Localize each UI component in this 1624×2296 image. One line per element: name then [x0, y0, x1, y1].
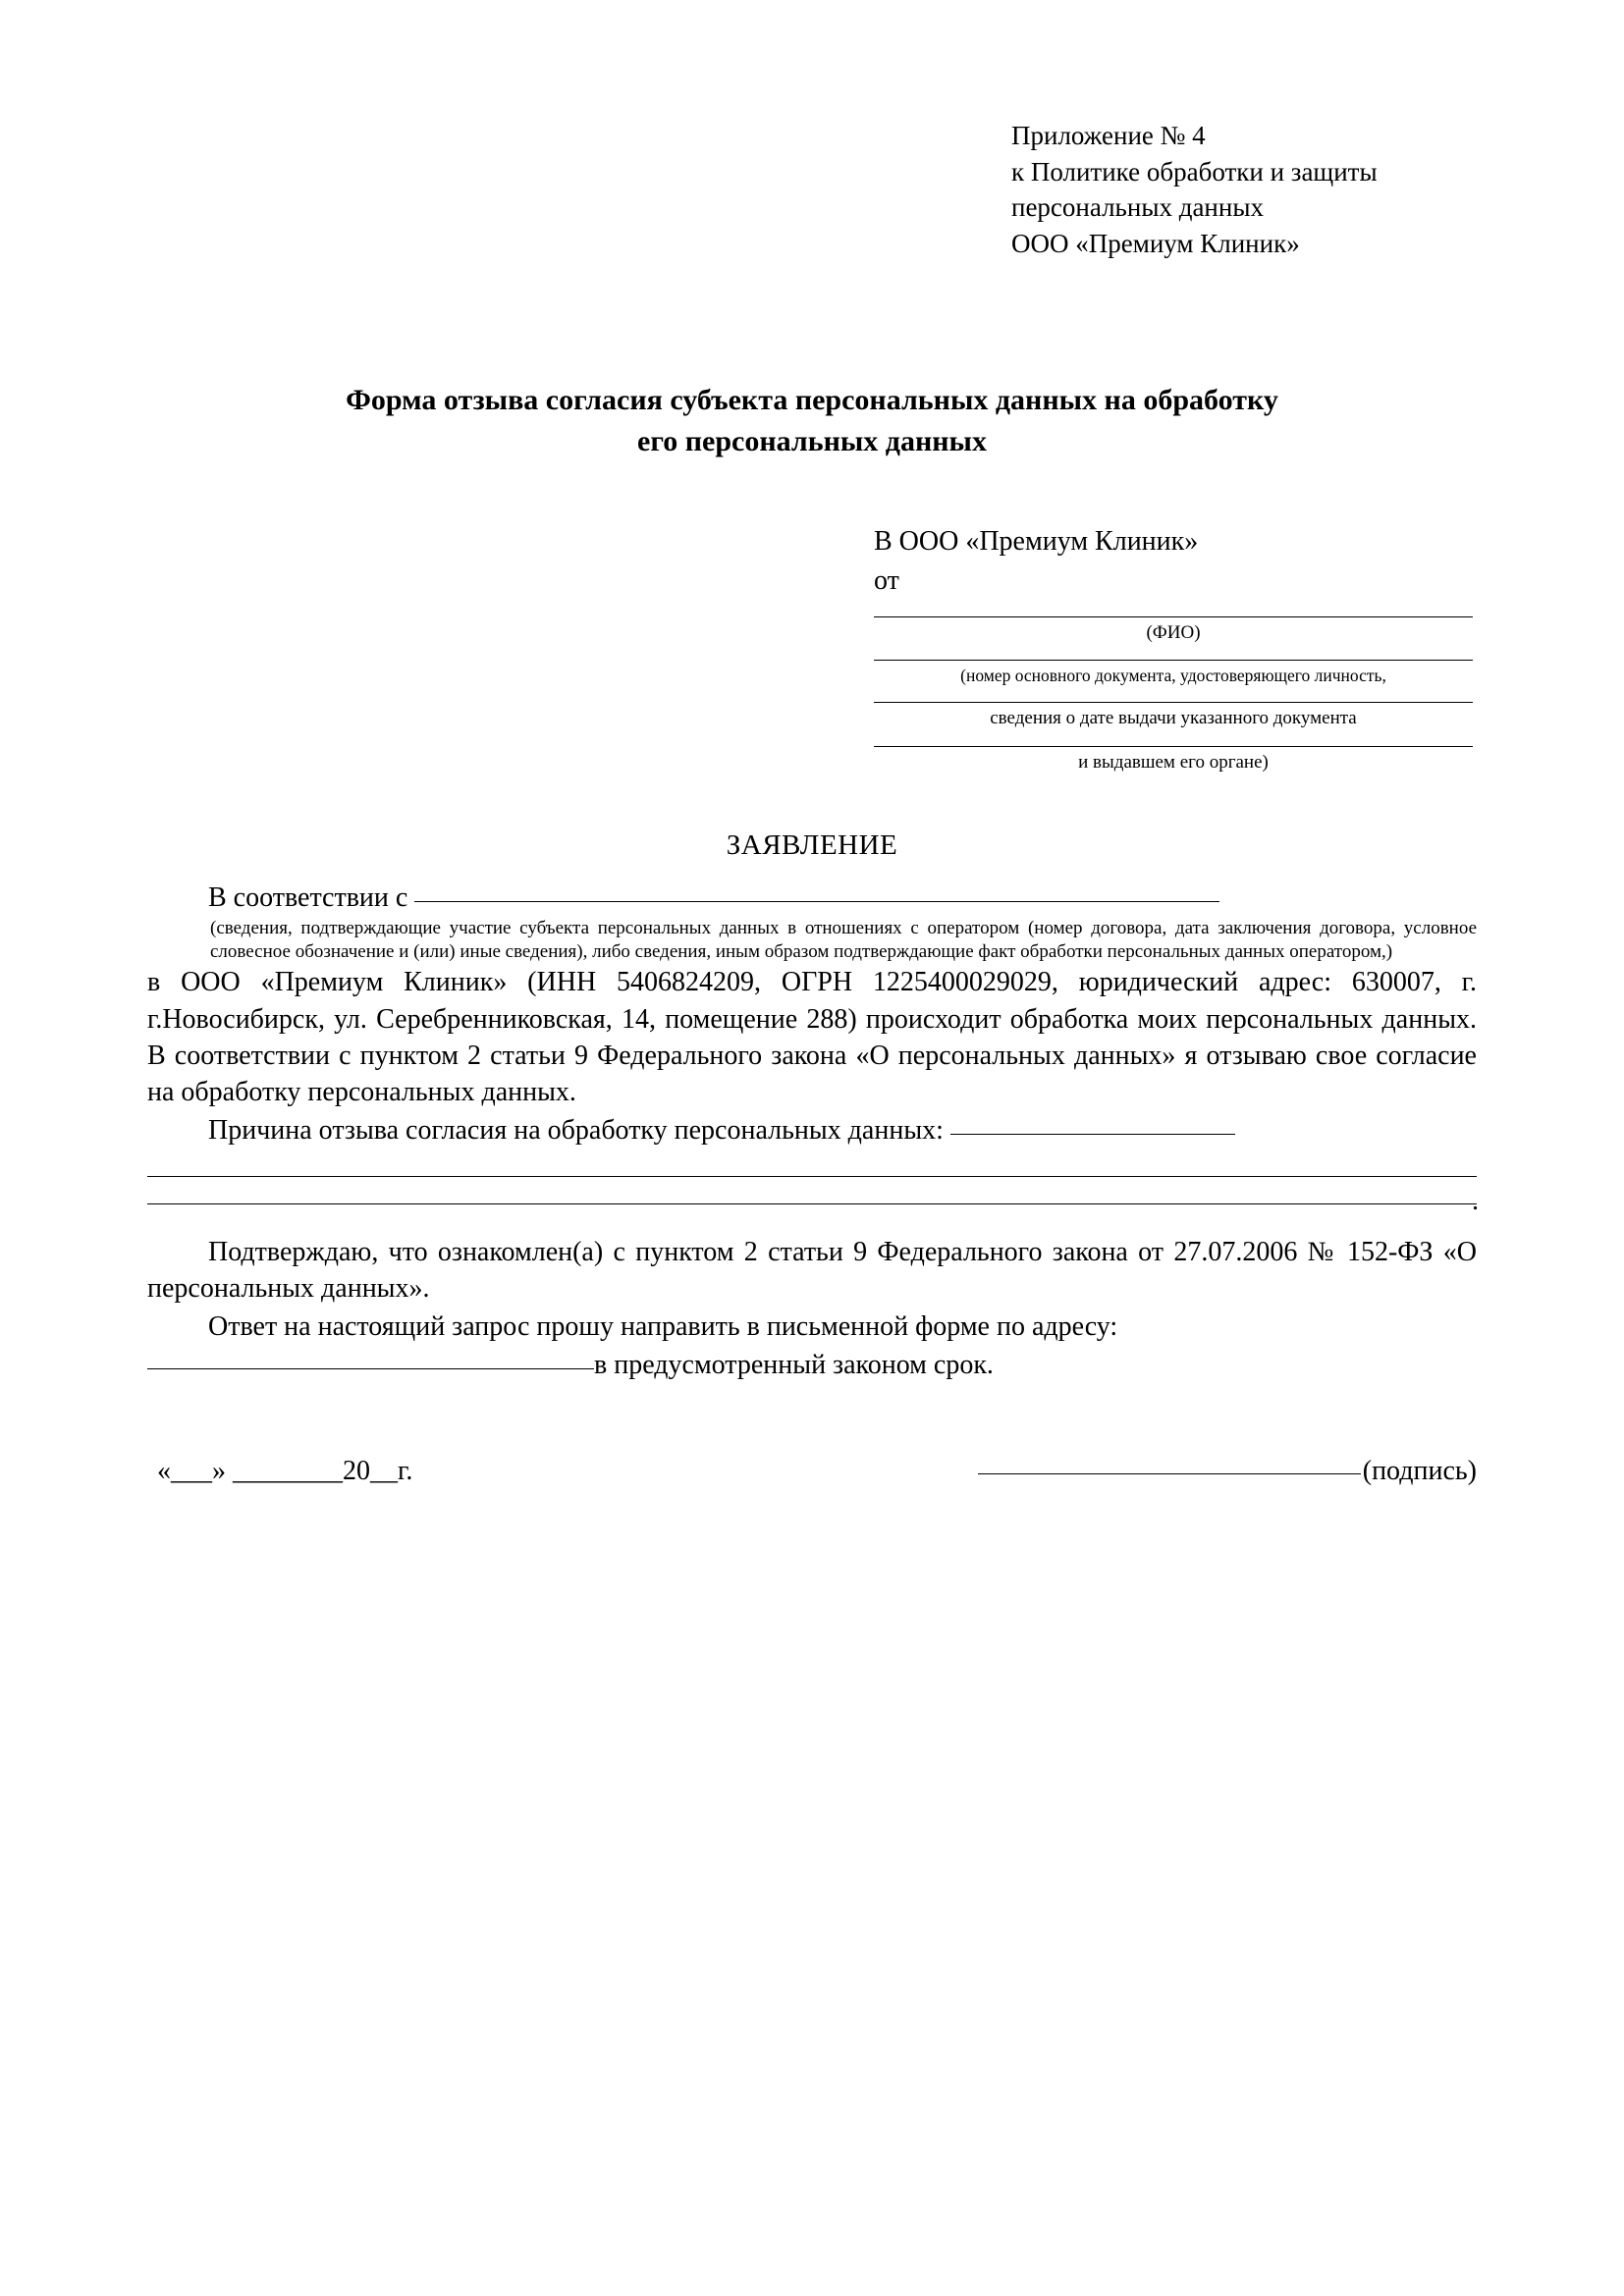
- reason-blank-line-1[interactable]: [950, 1134, 1235, 1135]
- field-fio: [874, 615, 1473, 646]
- intro-blank-line[interactable]: [414, 901, 1219, 902]
- address-tail: в предусмотренный законом срок.: [594, 1350, 994, 1381]
- doc-date-caption: сведения о дате выдачи указанного документа: [990, 708, 1357, 729]
- intro-note-text: (сведения, подтверждающие участие субъекта персональных данных в отношениях с оператором (номер договора, дата заключения договора, условное словесное обозначение и (или) иные сведения), либо сведения, иным образом подтверждающие факт обработки персональных данных оператором,): [210, 917, 1477, 963]
- doc-issuer-blank-line[interactable]: [874, 745, 1473, 747]
- signature-row: [147, 1456, 1477, 1487]
- intro-label: В соответствии с: [208, 882, 408, 914]
- statement-body: [147, 880, 1477, 1383]
- intro-line: [147, 880, 1477, 916]
- addressee-block: [874, 523, 1473, 775]
- signature-blank-line[interactable]: [978, 1473, 1361, 1474]
- reason-blank-line-2[interactable]: [147, 1175, 1477, 1177]
- paragraph-3: Ответ на настоящий запрос прошу направить в письменной форме по адресу:: [208, 1310, 1118, 1342]
- page-title: [147, 380, 1477, 462]
- appendix-header-line-4: ООО «Премиум Клиник»: [1011, 229, 1300, 259]
- reason-end-dot: .: [1472, 1186, 1479, 1217]
- date-field[interactable]: «___» ________20__г.: [157, 1456, 413, 1487]
- address-line: [147, 1347, 1477, 1383]
- appendix-header-line-2: к Политике обработки и защиты: [1011, 156, 1378, 187]
- page-title-line-1: Форма отзыва согласия субъекта персональных данных на обработку: [346, 383, 1278, 416]
- paragraph-2: Подтверждаю, что ознакомлен(а) с пунктом 2 статьи 9 Федерального закона от 27.07.2006 № 152-ФЗ «О персональных данных».: [147, 1236, 1477, 1304]
- field-doc-number: [874, 659, 1473, 687]
- signature-caption: (подпись): [1362, 1456, 1477, 1487]
- doc-issuer-caption: и выдавшем его органе): [1078, 751, 1269, 773]
- fio-caption: (ФИО): [1146, 621, 1201, 643]
- field-doc-date: [874, 701, 1473, 731]
- statement-heading: ЗАЯВЛЕНИЕ: [726, 829, 898, 862]
- appendix-header-line-1: Приложение № 4: [1011, 121, 1206, 150]
- reason-label: Причина отзыва согласия на обработку персональных данных:: [208, 1115, 944, 1147]
- addressee-organization: В ООО «Премиум Клиник»: [874, 525, 1199, 557]
- paragraph-1: в ООО «Премиум Клиник» (ИНН 5406824209, ОГРН 1225400029029, юридический адрес: 630007, г. г.Новосибирск, ул. Серебренниковская, 14, помещение 288) происходит обработка моих персональных данных. В соответствии с пунктом 2 статьи 9 Федерального закона «О персональных данных» я отзываю свое согласие на обработку персональных данных.: [147, 967, 1477, 1108]
- addressee-from-label: от: [874, 564, 899, 596]
- signature-field: [766, 1456, 1477, 1487]
- reason-blank-line-3[interactable]: [147, 1202, 1477, 1204]
- doc-date-blank-line[interactable]: [874, 701, 1473, 703]
- intro-note: [147, 917, 1477, 965]
- appendix-header: [1011, 118, 1477, 262]
- appendix-header-line-3: персональных данных: [1011, 192, 1264, 223]
- fio-blank-line[interactable]: [874, 615, 1473, 617]
- doc-number-blank-line[interactable]: [874, 659, 1473, 661]
- reason-line: [147, 1112, 1477, 1148]
- address-blank-line[interactable]: [147, 1368, 594, 1369]
- doc-number-caption: (номер основного документа, удостоверяющего личность,: [960, 666, 1386, 686]
- page-title-line-2: его персональных данных: [637, 424, 987, 457]
- field-doc-issuer: [874, 745, 1473, 775]
